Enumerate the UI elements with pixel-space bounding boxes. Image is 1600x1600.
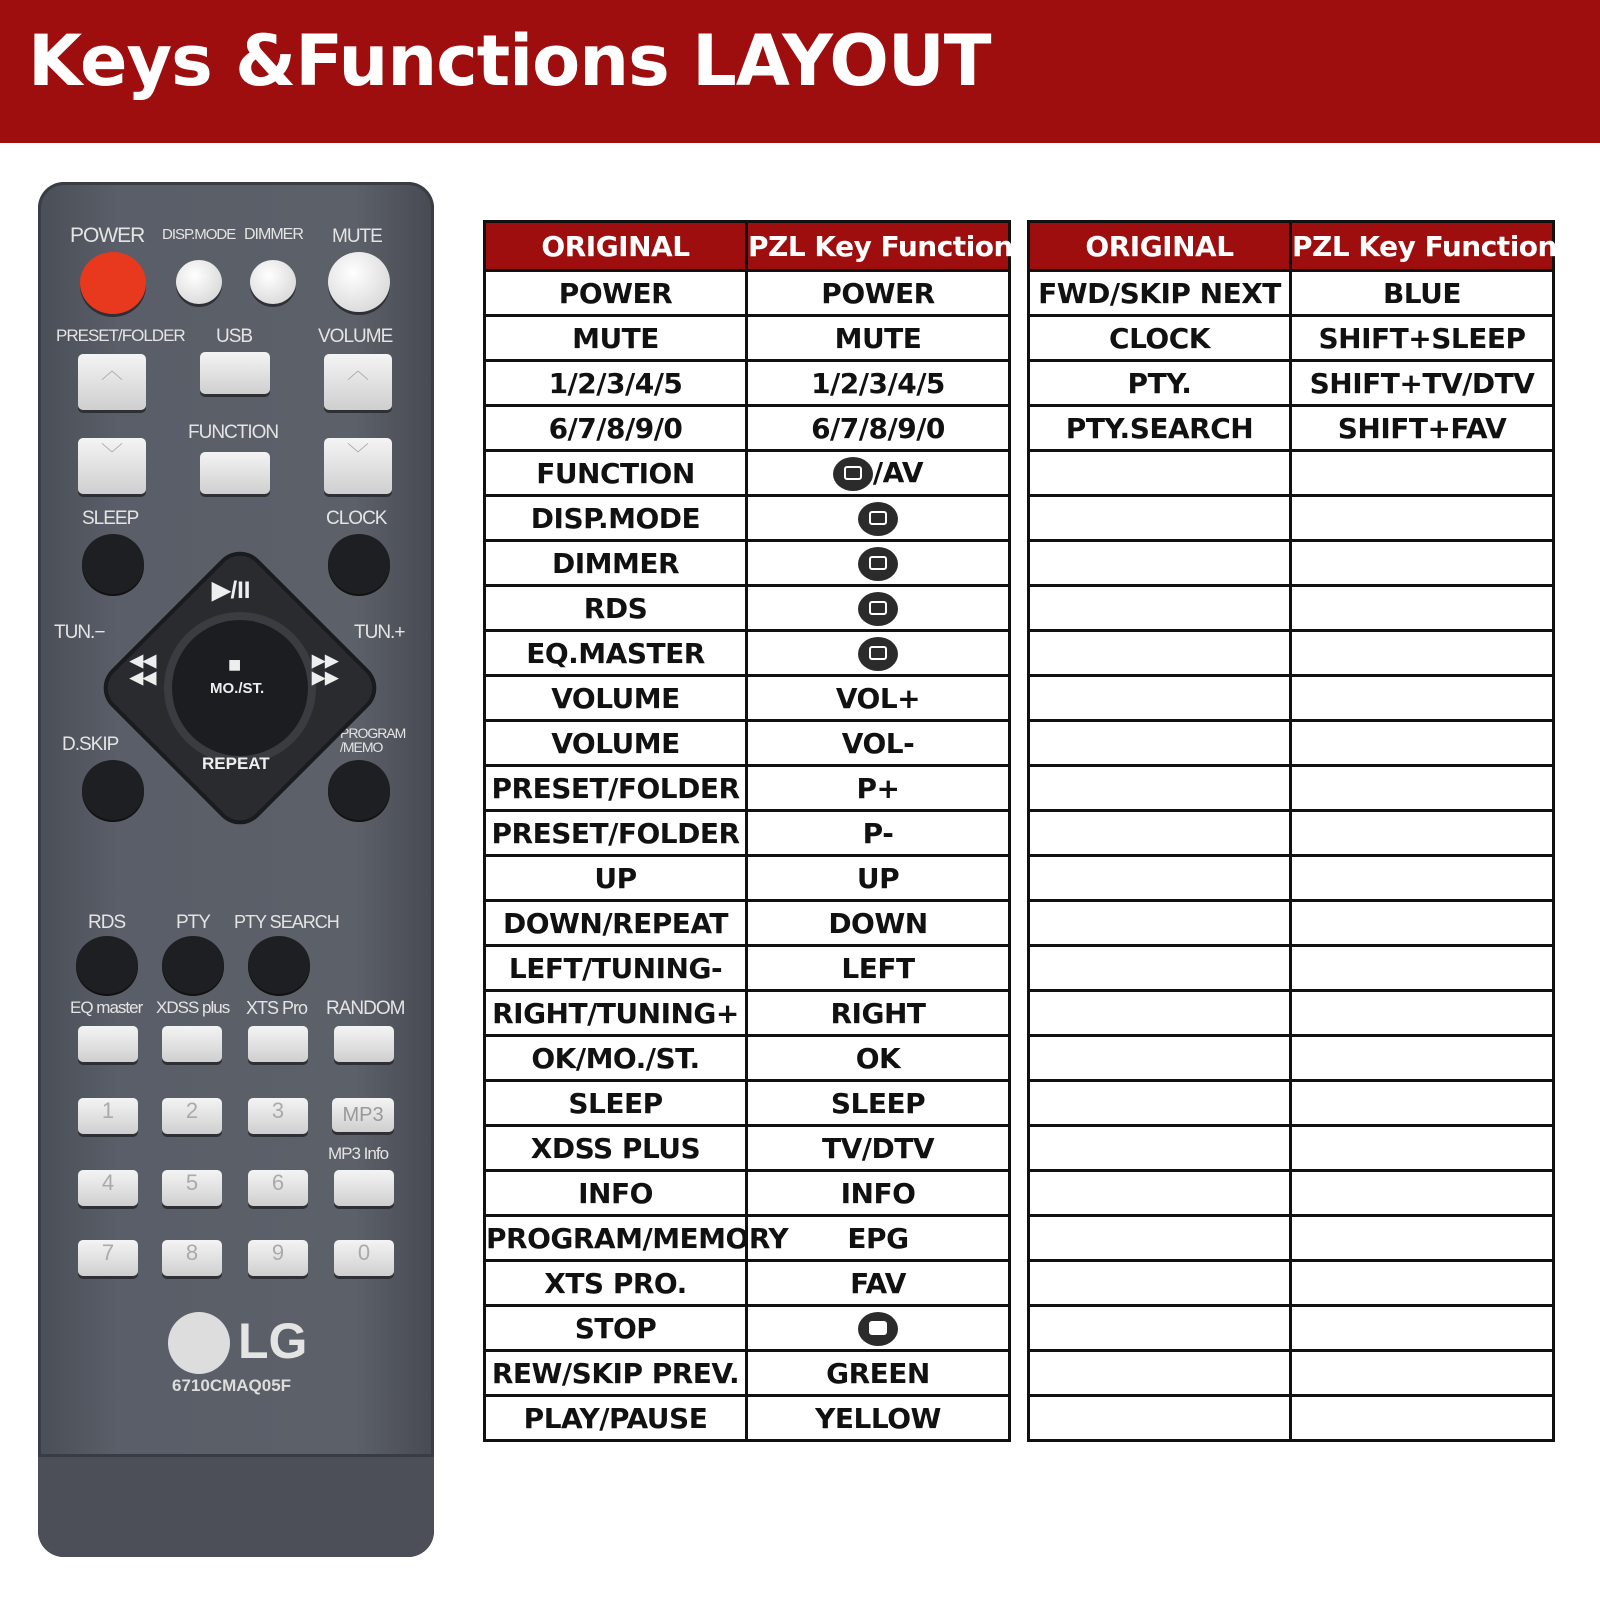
cell-original: CLOCK xyxy=(1029,316,1291,361)
table-row xyxy=(485,1036,1010,1081)
cell-pzl xyxy=(1291,1351,1554,1396)
label-rds: RDS xyxy=(88,912,126,933)
volume-up-button: ︿ xyxy=(324,354,392,410)
cell-pzl xyxy=(747,1351,1010,1396)
cell-pzl-text: SHIFT+TV/DTV xyxy=(1309,366,1535,400)
xts-pro-button xyxy=(248,1026,308,1062)
cell-pzl xyxy=(1291,406,1554,451)
table-row xyxy=(485,541,1010,586)
cell-original xyxy=(1029,856,1291,901)
digit-1-button: 1 xyxy=(78,1098,138,1134)
cell-pzl xyxy=(747,1396,1010,1441)
volume-down-button: ﹀ xyxy=(324,438,392,494)
cell-pzl xyxy=(747,1261,1010,1306)
cell-pzl xyxy=(1291,721,1554,766)
table-row xyxy=(485,271,1010,316)
cell-pzl-text: EPG xyxy=(847,1221,909,1255)
remote-dpad xyxy=(100,548,380,828)
remote-bottom-cap xyxy=(38,1454,434,1557)
label-power: POWER xyxy=(70,224,145,247)
cell-pzl-text: SLEEP xyxy=(830,1086,926,1120)
label-mp3-info: MP3 Info xyxy=(328,1144,389,1163)
cell-pzl xyxy=(747,316,1010,361)
mp3-info-button xyxy=(334,1170,394,1206)
cell-pzl-text: GREEN xyxy=(826,1356,930,1390)
cell-pzl xyxy=(1291,1126,1554,1171)
cell-pzl xyxy=(747,361,1010,406)
label-d-skip: D.SKIP xyxy=(62,734,119,755)
remote-control-image xyxy=(38,182,434,1557)
cell-pzl xyxy=(1291,1036,1554,1081)
table-row xyxy=(485,406,1010,451)
table-row xyxy=(1029,811,1554,856)
table-row xyxy=(1029,766,1554,811)
cell-original xyxy=(1029,1306,1291,1351)
preset-up-button: ︿ xyxy=(78,354,146,410)
cell-original: EQ.MASTER xyxy=(485,631,747,676)
fwd-label: ▶▶ ▶▶ xyxy=(312,651,339,687)
cell-original: PROGRAM/MEMORY xyxy=(485,1216,747,1261)
table-row xyxy=(1029,361,1554,406)
cell-pzl-text: FAV xyxy=(850,1266,906,1300)
pty-button xyxy=(162,936,224,994)
menu-icon xyxy=(858,637,898,671)
cell-pzl xyxy=(1291,586,1554,631)
table-row xyxy=(485,1306,1010,1351)
header-original: ORIGINAL xyxy=(1029,222,1291,271)
cell-original: PRESET/FOLDER xyxy=(485,766,747,811)
cell-pzl xyxy=(1291,1171,1554,1216)
eq-master-button xyxy=(78,1026,138,1062)
table-row xyxy=(485,451,1010,496)
table-row xyxy=(1029,901,1554,946)
table-row xyxy=(1029,451,1554,496)
cell-original xyxy=(1029,1126,1291,1171)
label-program-memo: PROGRAM /MEMO xyxy=(340,725,406,755)
cell-pzl xyxy=(747,811,1010,856)
table-row xyxy=(485,1081,1010,1126)
cell-pzl xyxy=(1291,946,1554,991)
label-xdss-plus: XDSS plus xyxy=(156,998,230,1017)
cell-pzl xyxy=(1291,1216,1554,1261)
cell-pzl xyxy=(747,1126,1010,1171)
label-tun-plus: TUN.+ xyxy=(354,622,405,643)
cell-original: DOWN/REPEAT xyxy=(485,901,747,946)
cell-original: PRESET/FOLDER xyxy=(485,811,747,856)
label-dimmer: DIMMER xyxy=(244,226,303,243)
cell-original: VOLUME xyxy=(485,721,747,766)
stop-icon xyxy=(858,1312,898,1346)
cell-original: DISP.MODE xyxy=(485,496,747,541)
disp-mode-button xyxy=(176,260,222,304)
table-row xyxy=(1029,1306,1554,1351)
cell-pzl-text: SHIFT+FAV xyxy=(1337,411,1507,445)
cell-pzl xyxy=(1291,811,1554,856)
cell-original xyxy=(1029,1216,1291,1261)
cell-pzl xyxy=(1291,1081,1554,1126)
cell-pzl xyxy=(1291,541,1554,586)
cell-original xyxy=(1029,541,1291,586)
table-row xyxy=(485,856,1010,901)
cell-pzl xyxy=(747,721,1010,766)
random-button xyxy=(334,1026,394,1062)
table-row xyxy=(485,1396,1010,1441)
cell-original: UP xyxy=(485,856,747,901)
cell-pzl xyxy=(1291,676,1554,721)
aspect-icon xyxy=(858,547,898,581)
cell-pzl xyxy=(747,451,1010,496)
cell-pzl-text: OK xyxy=(855,1041,901,1075)
cell-pzl-text: P- xyxy=(862,816,894,850)
cell-pzl xyxy=(747,946,1010,991)
digit-6-button: 6 xyxy=(248,1170,308,1206)
cell-original xyxy=(1029,991,1291,1036)
cell-original xyxy=(1029,451,1291,496)
cell-pzl-text: TV/DTV xyxy=(821,1131,934,1165)
power-button xyxy=(80,252,146,314)
cell-original: PTY. xyxy=(1029,361,1291,406)
cell-original xyxy=(1029,496,1291,541)
page-title: Keys &Functions LAYOUT xyxy=(28,20,991,102)
digit-5-button: 5 xyxy=(162,1170,222,1206)
cell-pzl-text: SHIFT+SLEEP xyxy=(1318,321,1526,355)
picture-icon xyxy=(858,592,898,626)
dimmer-button xyxy=(250,260,296,304)
label-mute: MUTE xyxy=(332,226,382,247)
cell-original xyxy=(1029,811,1291,856)
cell-original: OK/MO./ST. xyxy=(485,1036,747,1081)
cell-pzl-text: INFO xyxy=(840,1176,916,1210)
repeat-label: REPEAT xyxy=(202,754,270,773)
rds-button xyxy=(76,936,138,994)
table-row xyxy=(1029,856,1554,901)
cell-pzl xyxy=(747,271,1010,316)
lg-logo-icon xyxy=(168,1312,230,1374)
cell-pzl xyxy=(747,631,1010,676)
cell-original xyxy=(1029,676,1291,721)
table-row xyxy=(485,676,1010,721)
table-header-row xyxy=(485,222,1010,271)
mute-button xyxy=(328,252,390,312)
cell-original xyxy=(1029,766,1291,811)
mp3-button: MP3 xyxy=(332,1098,394,1132)
digit-0-button: 0 xyxy=(334,1240,394,1276)
table-row xyxy=(1029,271,1554,316)
play-pause-label: ▶/II xyxy=(212,577,251,604)
label-function: FUNCTION xyxy=(188,422,279,443)
digit-2-button: 2 xyxy=(162,1098,222,1134)
cell-original xyxy=(1029,1261,1291,1306)
cell-original xyxy=(1029,1171,1291,1216)
cell-original: PLAY/PAUSE xyxy=(485,1396,747,1441)
table-row xyxy=(1029,631,1554,676)
table-row xyxy=(485,1261,1010,1306)
cell-pzl xyxy=(1291,1306,1554,1351)
header-original: ORIGINAL xyxy=(485,222,747,271)
label-sleep: SLEEP xyxy=(82,508,139,529)
label-volume: VOLUME xyxy=(318,326,393,347)
cell-original: DIMMER xyxy=(485,541,747,586)
label-eq-master: EQ master xyxy=(70,998,143,1017)
model-number: 6710CMAQ05F xyxy=(172,1376,292,1395)
cell-original: MUTE xyxy=(485,316,747,361)
label-tun-minus: TUN.− xyxy=(54,622,105,643)
xdss-plus-button xyxy=(162,1026,222,1062)
cell-pzl xyxy=(747,586,1010,631)
table-row xyxy=(1029,1126,1554,1171)
cell-pzl xyxy=(1291,451,1554,496)
digit-4-button: 4 xyxy=(78,1170,138,1206)
rew-label: ◀◀ ◀◀ xyxy=(130,651,157,687)
cell-original xyxy=(1029,1396,1291,1441)
table-row xyxy=(485,991,1010,1036)
table-row xyxy=(485,946,1010,991)
cell-pzl-text: MUTE xyxy=(834,321,922,355)
cell-original: 6/7/8/9/0 xyxy=(485,406,747,451)
table-row xyxy=(485,316,1010,361)
cell-pzl-text: P+ xyxy=(856,771,900,805)
cell-pzl-text: BLUE xyxy=(1382,276,1462,310)
mo-st-label: MO./ST. xyxy=(210,680,265,697)
table-row xyxy=(1029,1261,1554,1306)
cell-pzl xyxy=(747,901,1010,946)
table-row xyxy=(485,1216,1010,1261)
table-row xyxy=(1029,991,1554,1036)
table-row xyxy=(485,1351,1010,1396)
table-row xyxy=(1029,1216,1554,1261)
cell-original xyxy=(1029,1081,1291,1126)
cell-pzl xyxy=(1291,361,1554,406)
cell-pzl xyxy=(1291,766,1554,811)
table-row xyxy=(485,721,1010,766)
cell-pzl-text: 6/7/8/9/0 xyxy=(811,411,945,445)
label-pty: PTY xyxy=(176,912,210,933)
cell-original xyxy=(1029,721,1291,766)
cell-original: STOP xyxy=(485,1306,747,1351)
label-disp-mode: DISP.MODE xyxy=(162,226,236,243)
screen-icon xyxy=(858,502,898,536)
cell-pzl xyxy=(747,1036,1010,1081)
cell-original xyxy=(1029,586,1291,631)
table-row xyxy=(485,496,1010,541)
cell-pzl xyxy=(747,991,1010,1036)
cell-pzl xyxy=(1291,901,1554,946)
cell-original: RDS xyxy=(485,586,747,631)
cell-pzl xyxy=(747,856,1010,901)
table-row xyxy=(1029,406,1554,451)
cell-original: XDSS PLUS xyxy=(485,1126,747,1171)
label-xts-pro: XTS Pro xyxy=(246,998,308,1018)
usb-button xyxy=(200,352,270,394)
cell-pzl xyxy=(1291,271,1554,316)
cell-pzl xyxy=(1291,1261,1554,1306)
cell-original xyxy=(1029,1036,1291,1081)
logo-text: LG xyxy=(238,1313,308,1369)
mapping-table-left xyxy=(483,220,1011,1442)
cell-pzl-text: /AV xyxy=(872,455,924,489)
cell-original: VOLUME xyxy=(485,676,747,721)
table-row xyxy=(1029,1081,1554,1126)
table-row xyxy=(1029,586,1554,631)
title-banner xyxy=(0,0,1600,143)
cell-original: POWER xyxy=(485,271,747,316)
digit-7-button: 7 xyxy=(78,1240,138,1276)
cell-pzl xyxy=(747,676,1010,721)
cell-pzl xyxy=(1291,991,1554,1036)
cell-pzl xyxy=(1291,316,1554,361)
function-button xyxy=(200,452,270,494)
cell-pzl-text: VOL- xyxy=(841,726,915,760)
cell-original: FUNCTION xyxy=(485,451,747,496)
table-row xyxy=(1029,496,1554,541)
cell-pzl xyxy=(1291,1396,1554,1441)
cell-pzl xyxy=(1291,631,1554,676)
cell-original: RIGHT/TUNING+ xyxy=(485,991,747,1036)
table-row xyxy=(485,361,1010,406)
label-pty-search: PTY SEARCH xyxy=(234,912,339,932)
preset-down-button: ﹀ xyxy=(78,438,146,494)
cell-pzl xyxy=(747,1306,1010,1351)
table-row xyxy=(1029,1351,1554,1396)
cell-original: FWD/SKIP NEXT xyxy=(1029,271,1291,316)
table-row xyxy=(1029,721,1554,766)
table-row xyxy=(1029,316,1554,361)
cell-original: PTY.SEARCH xyxy=(1029,406,1291,451)
label-preset-folder: PRESET/FOLDER xyxy=(56,326,185,345)
label-random: RANDOM xyxy=(326,998,405,1019)
label-clock: CLOCK xyxy=(326,508,387,529)
cell-pzl xyxy=(1291,496,1554,541)
cell-original: XTS PRO. xyxy=(485,1261,747,1306)
table-row xyxy=(485,1171,1010,1216)
stop-label: ■ xyxy=(228,652,242,677)
cell-pzl-text: VOL+ xyxy=(835,681,921,715)
table-row xyxy=(485,811,1010,856)
label-usb: USB xyxy=(216,326,253,347)
pty-search-button xyxy=(248,936,310,994)
table-row xyxy=(485,901,1010,946)
cell-pzl-text: YELLOW xyxy=(815,1401,941,1435)
digit-8-button: 8 xyxy=(162,1240,222,1276)
cell-original: SLEEP xyxy=(485,1081,747,1126)
digit-3-button: 3 xyxy=(248,1098,308,1134)
cell-pzl xyxy=(747,541,1010,586)
cell-original: 1/2/3/4/5 xyxy=(485,361,747,406)
cell-original: REW/SKIP PREV. xyxy=(485,1351,747,1396)
cell-original: LEFT/TUNING- xyxy=(485,946,747,991)
input-icon xyxy=(833,457,873,491)
table-row xyxy=(485,586,1010,631)
header-pzl: PZL Key Function xyxy=(1291,222,1554,271)
header-pzl: PZL Key Function xyxy=(747,222,1010,271)
cell-pzl-text: POWER xyxy=(821,276,935,310)
cell-pzl xyxy=(747,496,1010,541)
cell-pzl xyxy=(747,1081,1010,1126)
table-row xyxy=(1029,946,1554,991)
cell-pzl-text: RIGHT xyxy=(830,996,926,1030)
cell-pzl-text: LEFT xyxy=(841,951,915,985)
table-row xyxy=(485,1126,1010,1171)
cell-original xyxy=(1029,631,1291,676)
mapping-table-right xyxy=(1027,220,1555,1442)
cell-pzl-text: 1/2/3/4/5 xyxy=(811,366,945,400)
cell-original xyxy=(1029,1351,1291,1396)
table-row xyxy=(1029,1036,1554,1081)
cell-pzl xyxy=(1291,856,1554,901)
table-header-row xyxy=(1029,222,1554,271)
table-row xyxy=(485,766,1010,811)
table-row xyxy=(1029,541,1554,586)
digit-9-button: 9 xyxy=(248,1240,308,1276)
cell-pzl-text: DOWN xyxy=(828,906,928,940)
cell-pzl xyxy=(747,406,1010,451)
cell-pzl xyxy=(747,1171,1010,1216)
table-row xyxy=(1029,676,1554,721)
cell-original: INFO xyxy=(485,1171,747,1216)
table-row xyxy=(1029,1396,1554,1441)
table-row xyxy=(1029,1171,1554,1216)
cell-pzl xyxy=(747,766,1010,811)
cell-pzl-text: UP xyxy=(856,861,900,895)
cell-original xyxy=(1029,946,1291,991)
cell-original xyxy=(1029,901,1291,946)
table-row xyxy=(485,631,1010,676)
